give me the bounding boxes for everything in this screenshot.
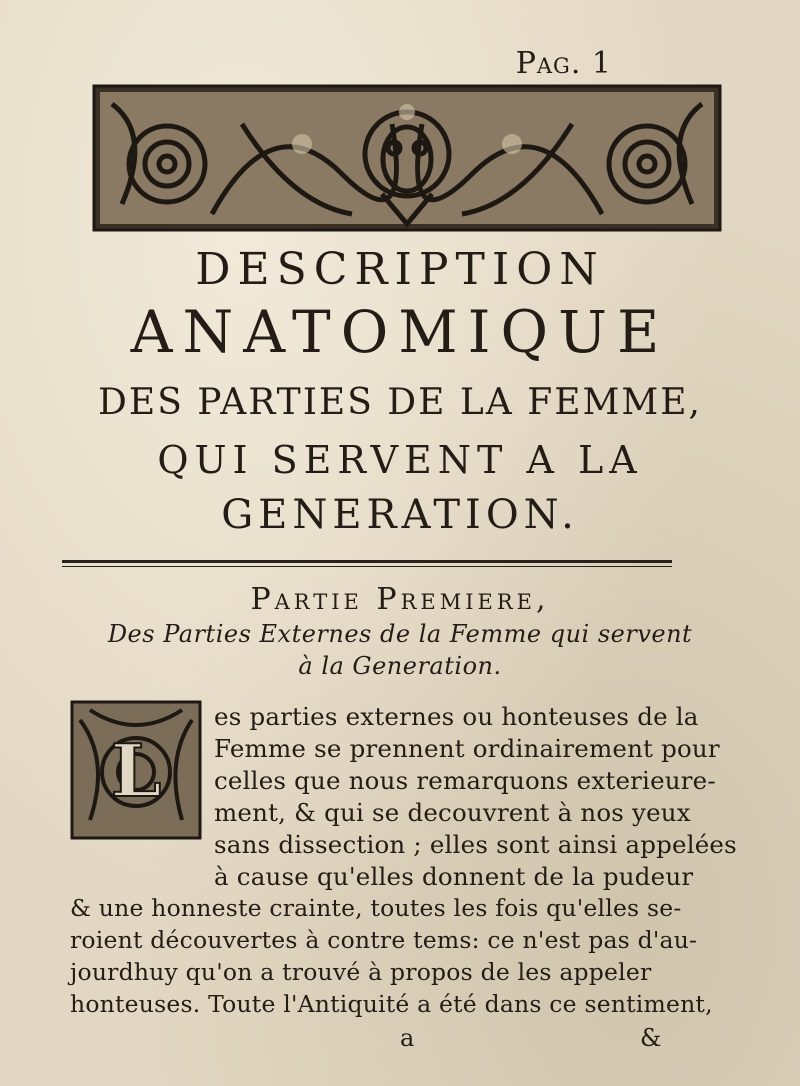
title-line-1: DESCRIPTION (195, 244, 605, 295)
body-line-8: roient découvertes à contre tems: ce n'est pas d'au- (70, 926, 698, 954)
body-line-3: celles que nous remarquons exterieure- (214, 766, 716, 795)
body-line-9: jourdhuy qu'on a trouvé à propos de les appeler (70, 958, 652, 986)
section-subtitle-1: Des Parties Externes de la Femme qui servent (107, 620, 693, 648)
body-line-7: & une honneste crainte, toutes les fois qu'elles se- (70, 894, 682, 922)
body-line-1: es parties externes ou honteuses de la (214, 702, 699, 731)
section-rule (62, 560, 672, 563)
page-number: Pag. 1 (515, 46, 612, 81)
body-line-10: honteuses. Toute l'Antiquité a été dans ce sentiment, (70, 990, 713, 1018)
signature-mark: a (400, 1024, 415, 1052)
title-line-4: QUI SERVENT A LA (157, 438, 643, 482)
body-line-4: ment, & qui se decouvrent à nos yeux (214, 798, 691, 827)
body-line-6: à cause qu'elles donnent de la pudeur (214, 862, 694, 891)
catchword: & (640, 1024, 662, 1052)
body-line-5: sans dissection ; elles sont ainsi appelées (214, 830, 737, 859)
body-line-2: Femme se prennent ordinairement pour (214, 734, 720, 763)
title-line-3: DES PARTIES DE LA FEMME, (98, 382, 702, 423)
ornamental-dropcap-icon (70, 700, 202, 840)
section-rule-thin (62, 566, 672, 567)
section-heading: Partie Premiere, (250, 582, 550, 617)
title-line-5: GENERATION. (221, 492, 579, 538)
ornamental-headpiece-icon (92, 84, 722, 232)
section-subtitle-2: à la Generation. (298, 652, 502, 680)
dropcap-letter: L (110, 728, 162, 813)
title-line-2: ANATOMIQUE (130, 298, 670, 366)
